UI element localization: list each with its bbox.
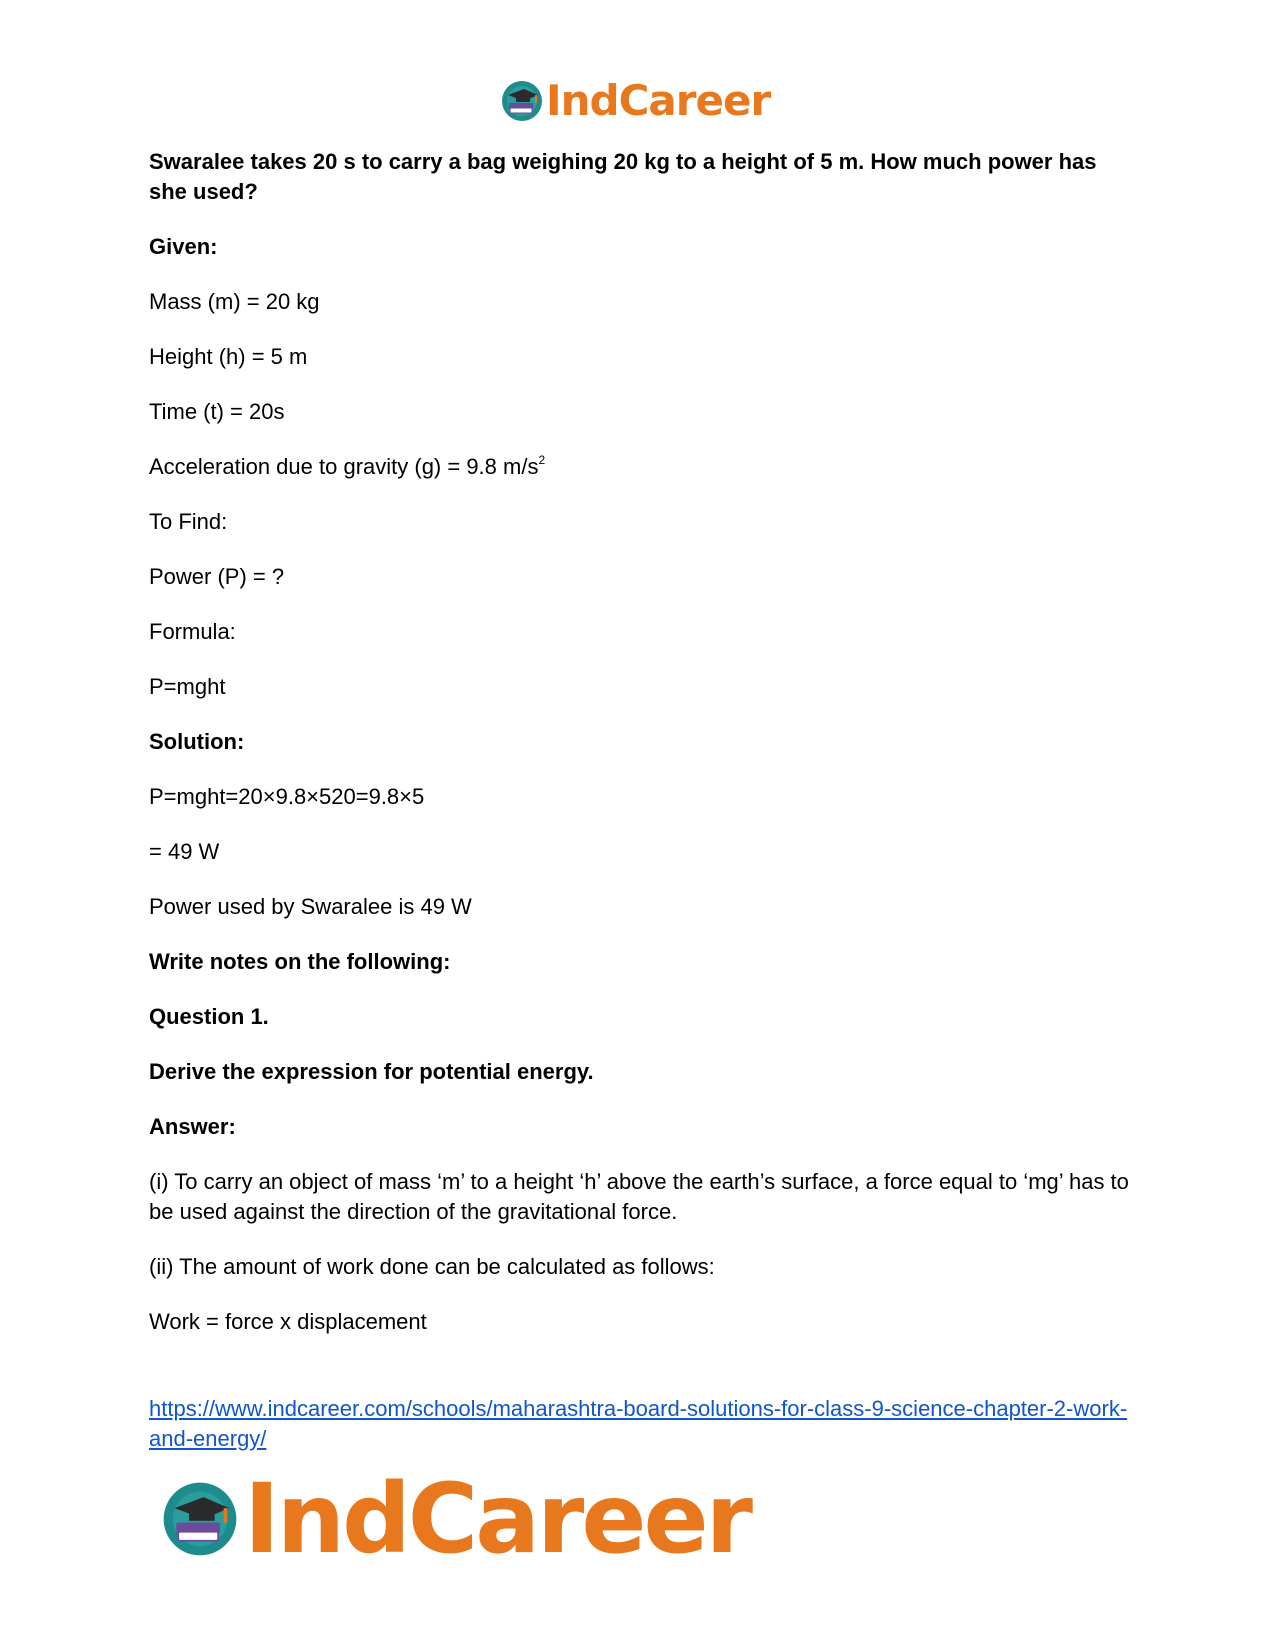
- notes-heading: Write notes on the following:: [149, 949, 451, 974]
- gravity-exponent: 2: [538, 453, 546, 467]
- solution-result: = 49 W: [149, 839, 220, 864]
- document-body: [149, 147, 1129, 1362]
- question-1-label: Question 1.: [149, 1004, 269, 1029]
- answer-part-ii: (ii) The amount of work done can be calculated as follows:: [149, 1254, 715, 1279]
- logo-text: IndCareer: [546, 76, 771, 125]
- conclusion: Power used by Swaralee is 49 W: [149, 894, 472, 919]
- formula-label: Formula:: [149, 619, 236, 644]
- formula: P=mght: [149, 674, 226, 699]
- graduation-book-icon: [500, 79, 544, 123]
- footer-logo: [160, 1463, 750, 1575]
- graduation-book-icon: [160, 1479, 240, 1559]
- answer-part-i: (i) To carry an object of mass ‘m’ to a height ‘h’ above the earth’s surface, a force equal to ‘mg’ has to be used against the direction of the gravitational force.: [149, 1169, 1129, 1224]
- power-find: Power (P) = ?: [149, 564, 285, 589]
- given-height: Height (h) = 5 m: [149, 344, 308, 369]
- question-text: Swaralee takes 20 s to carry a bag weighing 20 kg to a height of 5 m. How much power has she used?: [149, 149, 1097, 204]
- source-link[interactable]: https://www.indcareer.com/schools/maharashtra-board-solutions-for-class-9-science-chapter-2-work-and-energy/: [149, 1396, 1128, 1451]
- work-formula: Work = force x displacement: [149, 1309, 427, 1334]
- given-time: Time (t) = 20s: [149, 399, 285, 424]
- logo-text: IndCareer: [244, 1463, 750, 1575]
- given-mass: Mass (m) = 20 kg: [149, 289, 320, 314]
- solution-step: P=mght=20×9.8×520=9.8×5: [149, 784, 425, 809]
- gravity-text: Acceleration due to gravity (g) = 9.8 m/s: [149, 454, 539, 479]
- given-gravity: [149, 452, 1129, 482]
- solution-label: Solution:: [149, 729, 245, 754]
- question-1-text: Derive the expression for potential energy.: [149, 1059, 594, 1084]
- to-find-label: To Find:: [149, 509, 228, 534]
- answer-label: Answer:: [149, 1114, 236, 1139]
- header-logo: [500, 76, 770, 125]
- given-label: Given:: [149, 234, 218, 259]
